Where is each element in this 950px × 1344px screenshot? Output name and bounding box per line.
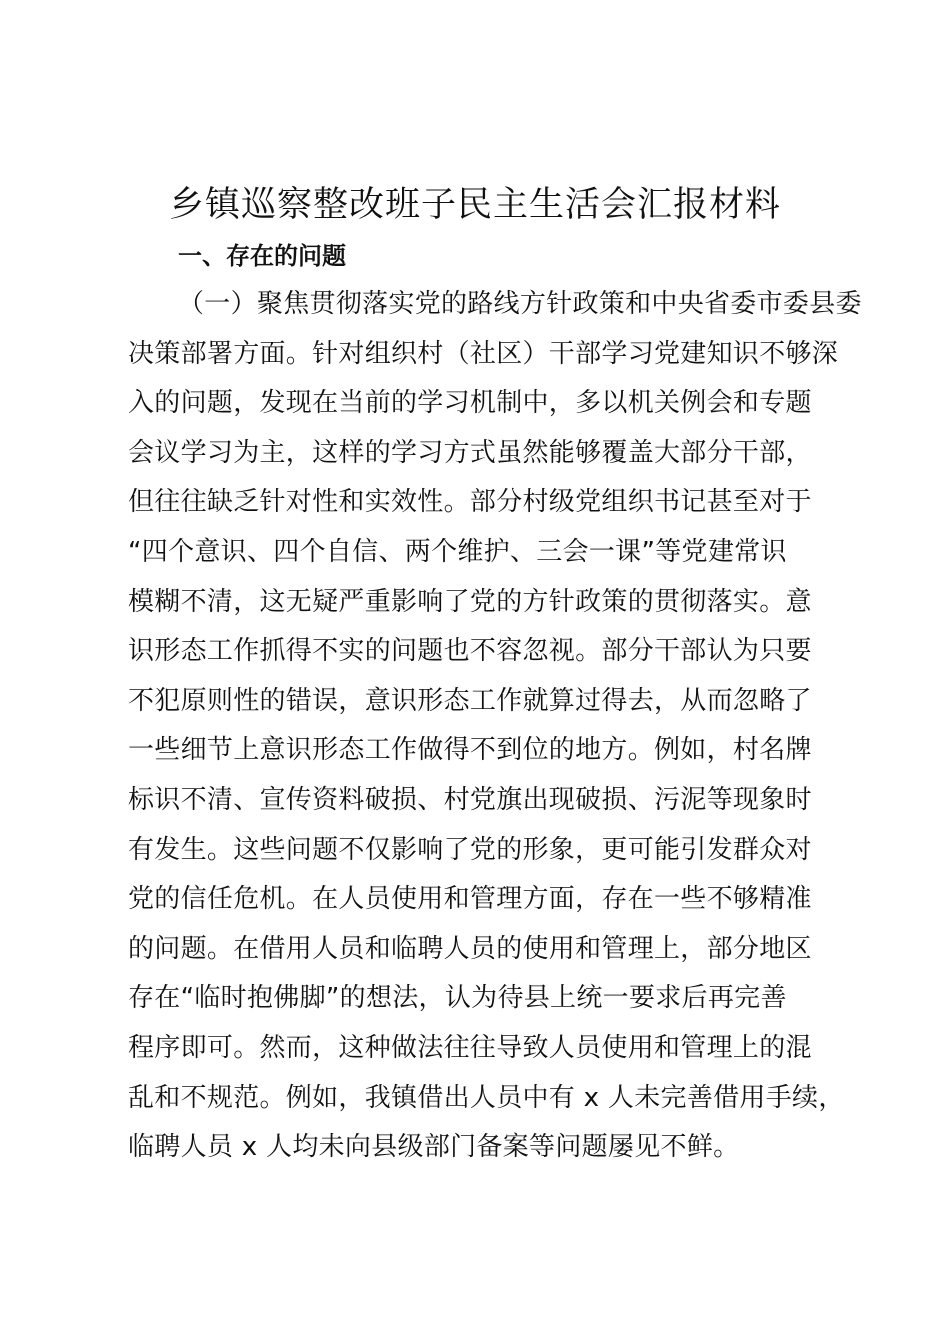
body-paragraph bbox=[128, 280, 868, 1173]
paragraph-line: 标识不清、宣传资料破损、村党旗出现破损、污泥等现象时 bbox=[128, 784, 812, 815]
paragraph-line: 不犯原则性的错误，意识形态工作就算过得去，从而忽略了 bbox=[128, 685, 812, 716]
paragraph-line: “四个意识、四个自信、两个维护、三会一课”等党建常识 bbox=[128, 536, 787, 567]
paragraph-line: 入的问题，发现在当前的学习机制中，多以机关例会和专题 bbox=[128, 388, 812, 419]
paragraph-line: 但往往缺乏针对性和实效性。部分村级党组织书记甚至对于 bbox=[128, 487, 812, 518]
paragraph-line: 程序即可。然而，这种做法往往导致人员使用和管理上的混 bbox=[128, 1032, 812, 1063]
paragraph-line: 临聘人员 x 人均未向县级部门备案等问题屡见不鲜。 bbox=[128, 1132, 740, 1163]
paragraph-line: 模糊不清，这无疑严重影响了党的方针政策的贯彻落实。意 bbox=[128, 586, 812, 617]
paragraph-line: 会议学习为主，这样的学习方式虽然能够覆盖大部分干部， bbox=[128, 437, 812, 468]
paragraph-line: 一些细节上意识形态工作做得不到位的地方。例如，村名牌 bbox=[128, 735, 812, 766]
paragraph-line: 决策部署方面。针对组织村（社区）干部学习党建知识不够深 bbox=[128, 338, 839, 369]
paragraph-line: 存在“临时抱佛脚”的想法，认为待县上统一要求后再完善 bbox=[128, 983, 787, 1014]
paragraph-line: 的问题。在借用人员和临聘人员的使用和管理上，部分地区 bbox=[128, 933, 812, 964]
paragraph-line: 乱和不规范。例如，我镇借出人员中有 x 人未完善借用手续， bbox=[128, 1082, 845, 1113]
paragraph-line: 党的信任危机。在人员使用和管理方面，存在一些不够精准 bbox=[128, 884, 812, 915]
section-heading: 一、存在的问题 bbox=[178, 242, 346, 270]
paragraph-line: （一）聚焦贯彻落实党的路线方针政策和中央省委市委县委 bbox=[178, 289, 862, 319]
paragraph-line: 有发生。这些问题不仅影响了党的形象，更可能引发群众对 bbox=[128, 834, 812, 865]
paragraph-line: 识形态工作抓得不实的问题也不容忽视。部分干部认为只要 bbox=[128, 636, 812, 667]
document-title: 乡镇巡察整改班子民主生活会汇报材料 bbox=[168, 185, 781, 225]
